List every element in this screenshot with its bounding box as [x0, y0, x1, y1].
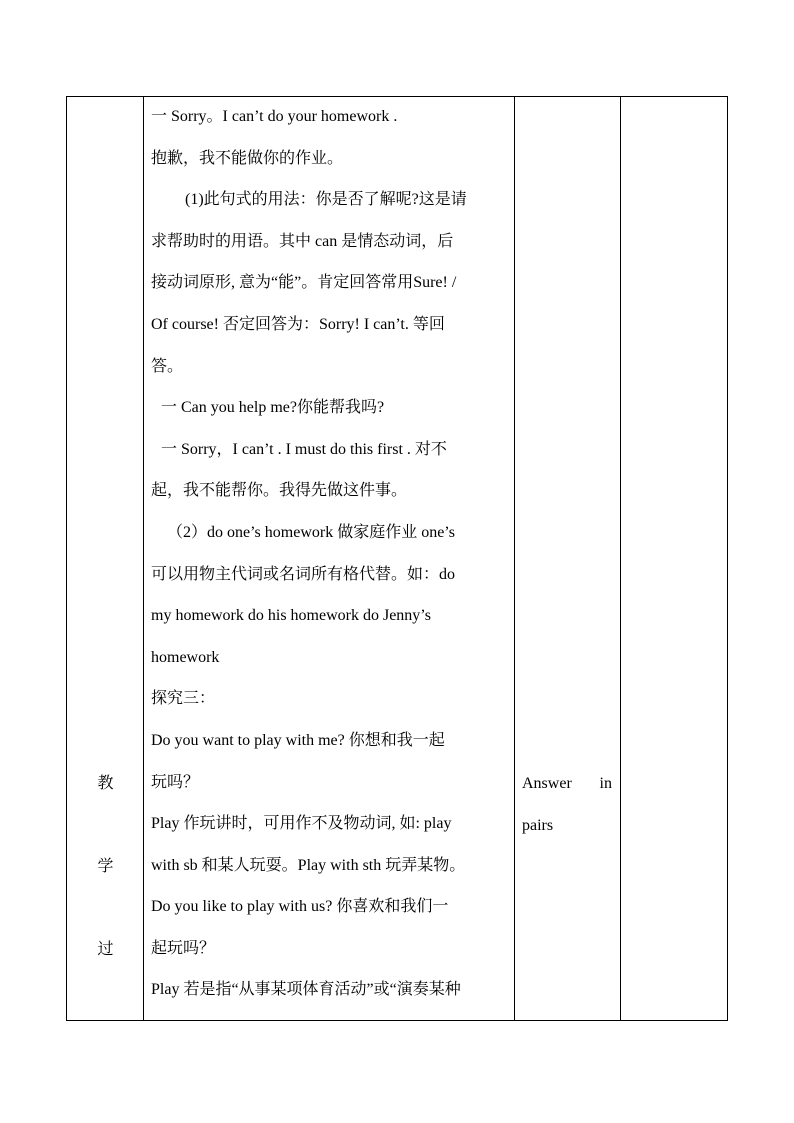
teaching-content-cell — [144, 97, 515, 1021]
student-activity-word: in — [599, 775, 612, 792]
table-row — [67, 97, 728, 1021]
section-label-char: 学 — [97, 858, 114, 875]
section-label-char: 过 — [97, 941, 114, 958]
content-line: 玩吗？ — [151, 773, 200, 791]
content-line: (1)此句式的用法：你是否了解呢?这是请 — [185, 191, 467, 209]
content-line: 起，我不能帮你。我得先做这件事。 — [151, 482, 408, 500]
content-line: 一 Can you help me?你能帮我吗? — [161, 399, 385, 417]
content-line: 一 Sorry，I can’t . I must do this first . 对不 — [161, 440, 447, 458]
content-line: 起玩吗？ — [151, 939, 216, 957]
notes-cell — [621, 97, 728, 1021]
section-label-char: 教 — [97, 775, 114, 792]
content-line: Of course! 否定回答为：Sorry! I can’t. 等回 — [151, 315, 445, 333]
content-line: with sb 和某人玩耍。Play with sth 玩弄某物。 — [151, 856, 466, 874]
content-line: 接动词原形, 意为“能”。肯定回答常用Sure! / — [151, 274, 457, 292]
student-activity-word: Answer — [522, 775, 572, 792]
content-line: 一 Sorry。I can’t do your homework . — [151, 108, 398, 125]
content-line: Play 若是指“从事某项体育活动”或“演奏某种 — [151, 981, 461, 999]
content-line: homework — [151, 648, 220, 666]
student-activity-cell — [515, 97, 621, 1021]
student-activity-text — [522, 774, 612, 836]
content-line: 求帮助时的用语。其中 can 是情态动词，后 — [151, 232, 454, 250]
content-line: Do you want to play with me? 你想和我一起 — [151, 731, 445, 749]
content-line: （2）do one’s homework 做家庭作业 one’s — [167, 523, 455, 541]
content-line: my homework do his homework do Jenny’s — [151, 607, 431, 625]
content-line: 可以用物主代词或名词所有格代替。如：do — [151, 565, 456, 583]
content-line: 答。 — [151, 357, 184, 375]
content-line: Play 作玩讲时，可用作不及物动词, 如: play — [151, 815, 452, 833]
lesson-plan-table — [66, 96, 728, 1021]
content-line: 抱歉，我不能做你的作业。 — [151, 149, 344, 167]
section-label-cell — [67, 97, 144, 1021]
student-activity-word: pairs — [522, 816, 554, 834]
content-line: 探究三： — [151, 690, 216, 708]
content-line: Do you like to play with us? 你喜欢和我们一 — [151, 898, 449, 916]
